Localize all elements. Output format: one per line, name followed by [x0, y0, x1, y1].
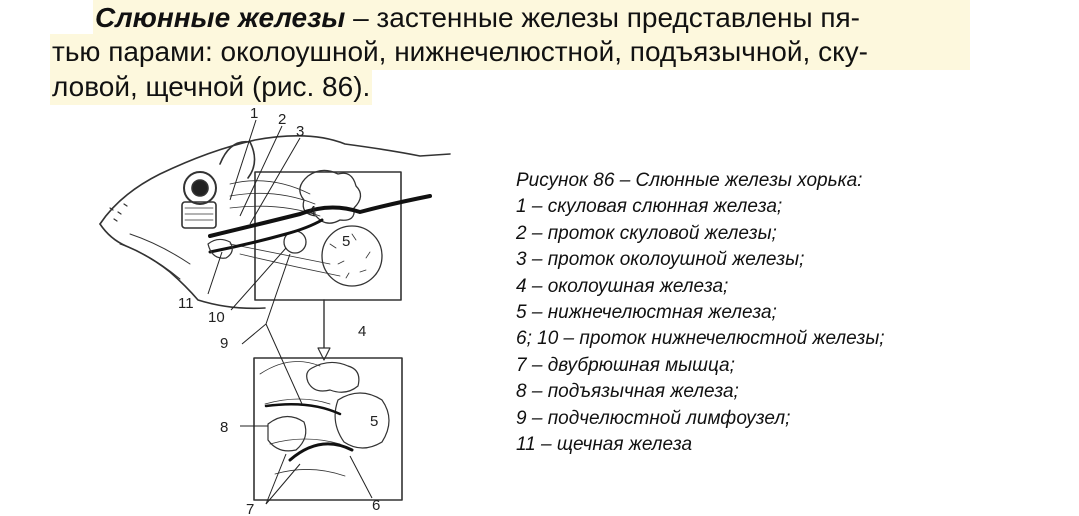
callout-4: 4	[308, 203, 317, 220]
intro-paragraph	[0, 0, 1079, 104]
callout-3: 3	[296, 123, 305, 140]
callout-11: 11	[178, 295, 194, 312]
ferret-salivary-glands-figure	[90, 104, 510, 516]
mandibular-gland	[322, 226, 382, 286]
callout-5: 5	[342, 233, 351, 250]
caption-item: 1 – скуловая слюнная железа;	[516, 196, 783, 218]
caption-item: 9 – подчелюстной лимфоузел;	[516, 407, 791, 429]
callout-1: 1	[250, 105, 259, 122]
callout-9: 9	[220, 335, 229, 352]
figure-caption	[516, 168, 1076, 458]
lower-mandibular-duct	[266, 404, 340, 414]
intro-line-3: ловой, щечной (рис. 86).	[50, 69, 372, 105]
sublingual-gland	[268, 416, 306, 450]
callout-10: 10	[208, 309, 225, 326]
intro-term: Слюнные железы	[95, 2, 346, 33]
intro-line-1-rest: – застенные железы представлены пя-	[345, 2, 861, 33]
intro-line-1	[93, 0, 970, 36]
caption-item: 2 – проток скуловой железы;	[516, 222, 777, 244]
caption-item: 7 – двубрюшная мышца;	[516, 354, 735, 376]
callout-2: 2	[278, 111, 287, 128]
callout-7: 7	[246, 501, 255, 516]
lower-parotid-gland	[307, 362, 359, 392]
caption-item: 8 – подъязычная железа;	[516, 381, 739, 403]
intro-line-2: тью парами: околоушной, нижнечелюстной, подъязычной, ску-	[50, 34, 970, 70]
callout-8: 8	[220, 419, 229, 436]
anatomical-drawing	[90, 104, 510, 516]
caption-item: 3 – проток околоушной железы;	[516, 249, 805, 271]
caption-item: 6; 10 – проток нижнечелюстной железы;	[516, 328, 885, 350]
head-outline	[100, 136, 450, 224]
caption-item: 11 – щечная железа	[516, 434, 693, 456]
caption-item: 4 – околоушная железа;	[516, 275, 729, 297]
lower-mandibular-gland	[335, 393, 389, 448]
ear-outline	[220, 142, 255, 178]
caption-title: Рисунок 86 – Слюнные железы хорька:	[516, 170, 863, 191]
caption-item: 5 – нижнечелюстная железа;	[516, 302, 777, 324]
callout-4-lower: 4	[358, 323, 367, 340]
callout-6: 6	[372, 497, 381, 514]
callout-5-lower: 5	[370, 413, 379, 430]
